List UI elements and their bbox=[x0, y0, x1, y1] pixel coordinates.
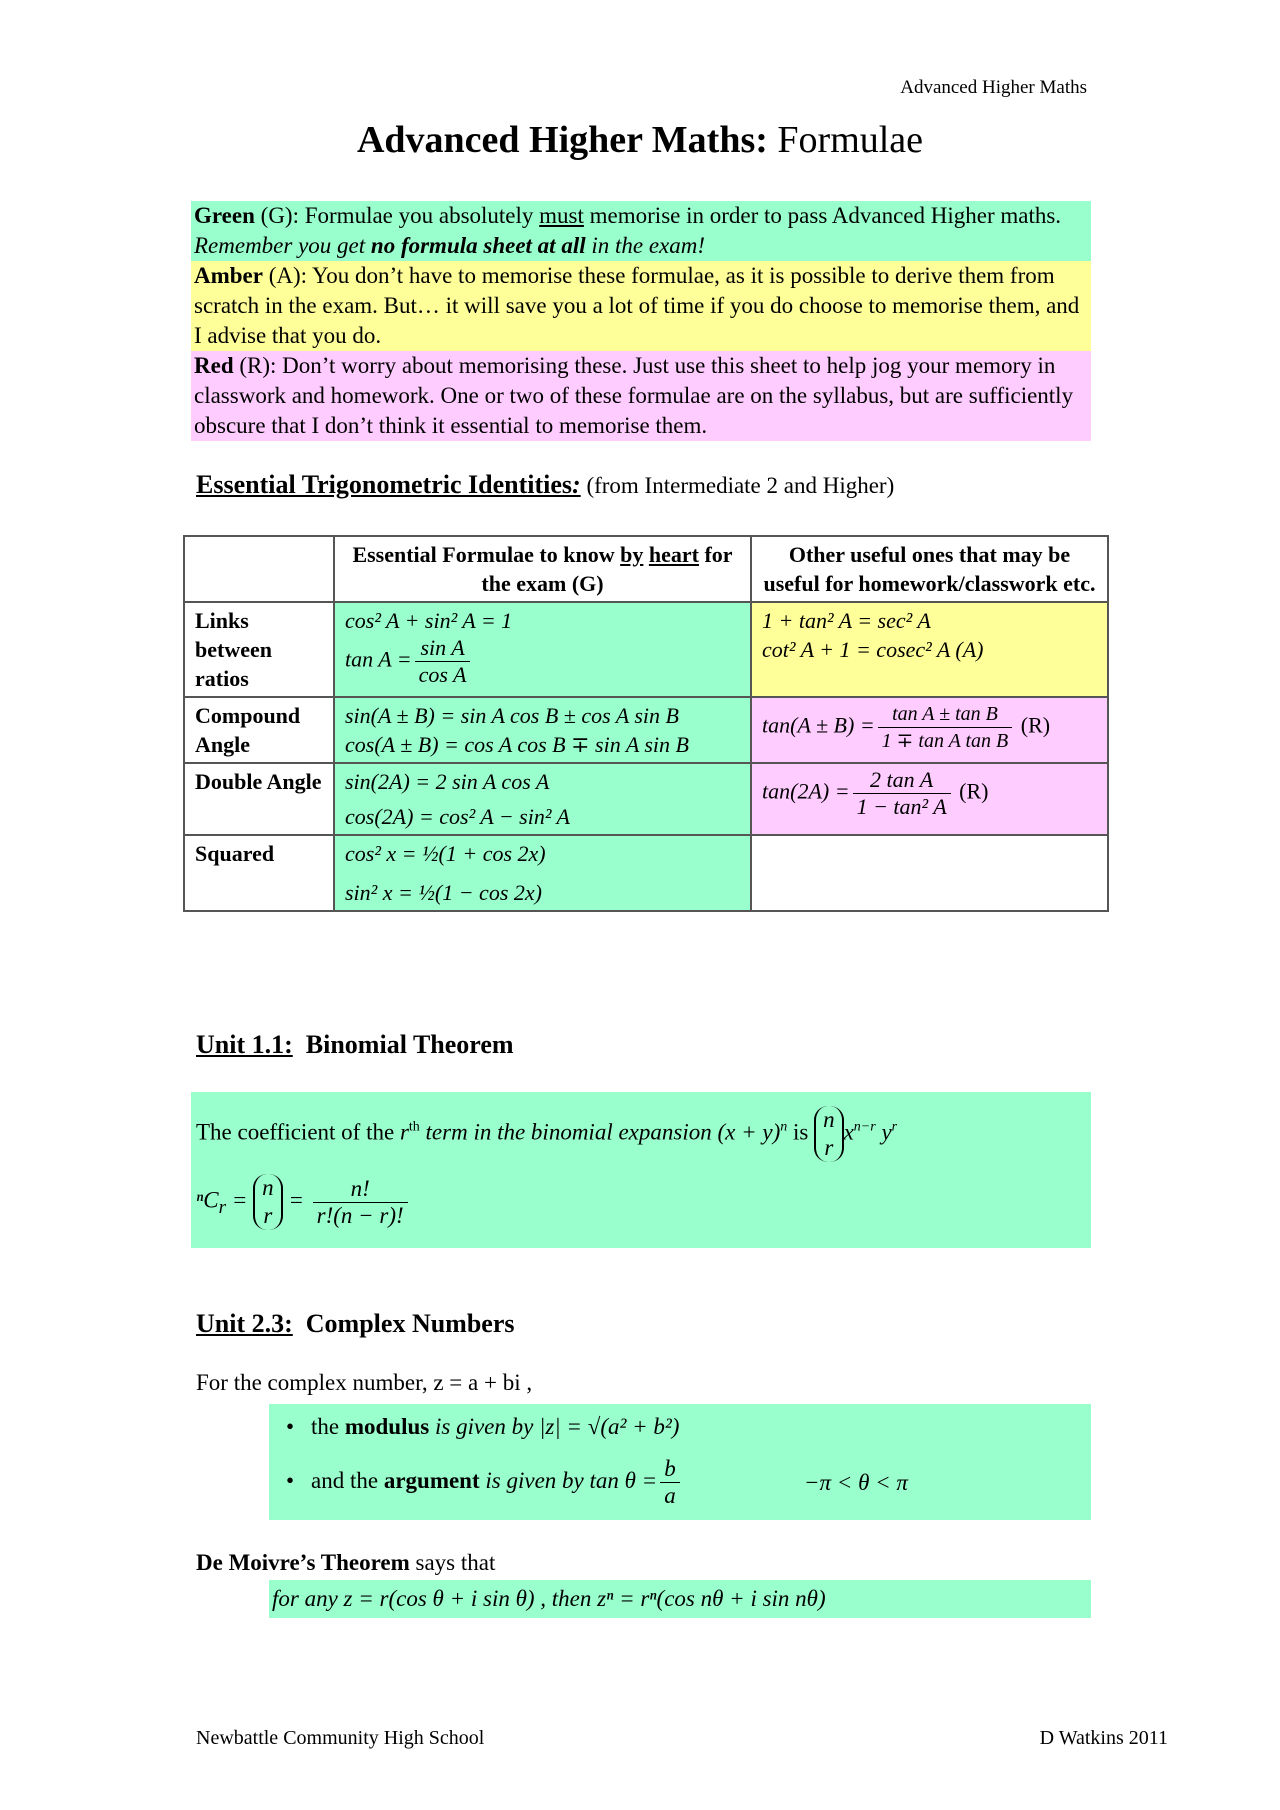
table-row bbox=[184, 763, 1108, 835]
footer-author: D Watkins 2011 bbox=[1039, 1727, 1168, 1749]
formula-cos-compound: cos(A ± B) = cos A cos B ∓ sin A sin B bbox=[345, 732, 689, 757]
binomial-section-heading bbox=[196, 1030, 514, 1060]
bullet-dot: • bbox=[285, 1414, 295, 1439]
colour-legend bbox=[191, 201, 1091, 441]
legend-green-label: Green bbox=[194, 203, 255, 228]
argument-a: and the bbox=[311, 1467, 384, 1493]
page-title bbox=[0, 118, 1280, 162]
formula-sec: 1 + tan² A = sec² A bbox=[762, 608, 931, 633]
tan-double-tag: (R) bbox=[959, 778, 989, 804]
legend-amber bbox=[191, 261, 1091, 351]
ncr-lhs: ⁿC bbox=[196, 1187, 219, 1213]
ncr-fraction bbox=[313, 1176, 408, 1229]
header-essential-heart: heart bbox=[648, 542, 699, 567]
formula-sin-compound: sin(A ± B) = sin A cos B ± cos A sin B bbox=[345, 703, 679, 728]
tan-def-lhs: tan A = bbox=[345, 646, 412, 672]
binomial-line1-a: The coefficient of the bbox=[196, 1119, 400, 1145]
argument-formula: is given by tan θ = bbox=[479, 1467, 658, 1493]
title-rest: Formulae bbox=[767, 119, 924, 161]
tan-compound-den: 1 ∓ tan A tan B bbox=[881, 730, 1009, 752]
demoivre-rest: says that bbox=[409, 1550, 496, 1575]
trig-heading-text: Essential Trigonometric Identities bbox=[196, 470, 573, 499]
legend-amber-label: Amber bbox=[194, 263, 263, 288]
links-other-cell bbox=[751, 602, 1108, 697]
argument-bold: argument bbox=[383, 1467, 480, 1493]
tan-def-den: cos A bbox=[418, 662, 467, 687]
modulus-formula: is given by |z| = √(a² + b²) bbox=[429, 1414, 680, 1439]
legend-green-italic-bold: no formula sheet at all bbox=[370, 233, 586, 258]
demoivre-bold: De Moivre’s Theorem bbox=[196, 1550, 410, 1575]
binomial-heading: Binomial Theorem bbox=[305, 1030, 514, 1059]
header-essential bbox=[334, 536, 751, 602]
table-row bbox=[184, 697, 1108, 763]
binomial-is: is bbox=[787, 1119, 815, 1145]
squared-other-cell bbox=[751, 835, 1108, 911]
legend-green-italic1: Remember you get bbox=[194, 233, 371, 258]
tan-def-fraction bbox=[415, 635, 471, 688]
row-label: Links between ratios bbox=[184, 602, 334, 697]
demoivre-formula: for any z = r(cos θ + i sin θ) , then zⁿ = rⁿ(cos nθ + i sin nθ) bbox=[272, 1586, 826, 1611]
trig-heading-sub: (from Intermediate 2 and Higher) bbox=[580, 473, 895, 498]
ncr-binom bbox=[253, 1174, 283, 1230]
tan-def-num: sin A bbox=[415, 635, 471, 662]
legend-amber-text: (A): You don’t have to memorise these formulae, as it is possible to derive them from scratch in the exam. But… it will save you a lot of time if you do choose to memorise them, and I advise that you do. bbox=[194, 263, 1080, 348]
binomial-coefficient bbox=[814, 1106, 844, 1162]
trig-section-heading bbox=[196, 470, 894, 500]
complex-intro: For the complex number, z = a + bi , bbox=[196, 1370, 533, 1395]
ncr-eq1: = bbox=[231, 1187, 248, 1213]
header-essential-by: by bbox=[620, 542, 644, 567]
ncr-den: r!(n − r)! bbox=[316, 1202, 404, 1228]
binomial-r: r bbox=[399, 1119, 409, 1145]
tan-compound-tag: (R) bbox=[1020, 712, 1051, 738]
formula-pythag: cos² A + sin² A = 1 bbox=[345, 608, 513, 633]
binomial-y-power: r bbox=[891, 1119, 898, 1135]
tan-compound-num: tan A ± tan B bbox=[878, 701, 1013, 728]
row-label: Compound Angle bbox=[184, 697, 334, 763]
formula-tan-def bbox=[345, 635, 740, 688]
legend-green-italic2: in the exam! bbox=[585, 233, 706, 258]
binomial-th: th bbox=[408, 1119, 420, 1135]
header-essential-a: Essential Formulae to know bbox=[352, 542, 621, 567]
legend-red bbox=[191, 351, 1091, 441]
double-other-cell bbox=[751, 763, 1108, 835]
binomial-y: y bbox=[875, 1119, 892, 1145]
formula-cosec: cot² A + 1 = cosec² A (A) bbox=[762, 637, 984, 662]
argument-num: b bbox=[660, 1456, 680, 1483]
title-bold: Advanced Higher Maths: bbox=[356, 119, 768, 161]
argument-fraction bbox=[660, 1456, 680, 1509]
demoivre-box bbox=[269, 1580, 1091, 1618]
ncr-formula bbox=[196, 1174, 411, 1230]
binomial-expansion: term in the binomial expansion (x + y) bbox=[419, 1119, 781, 1145]
header-empty-cell bbox=[184, 536, 334, 602]
demoivre-intro bbox=[196, 1550, 495, 1576]
ncr-binom-bottom: r bbox=[263, 1203, 273, 1228]
binomial-line1 bbox=[196, 1106, 897, 1162]
compound-essential-cell bbox=[334, 697, 751, 763]
formula-sin-squared: sin² x = ½(1 − cos 2x) bbox=[345, 880, 542, 905]
legend-red-text: (R): Don’t worry about memorising these. Just use this sheet to help jog your memory in classwork and homework. One or two of these formulae are on the syllabus, but are sufficiently obscure that I don’t think it essential to memorise them. bbox=[194, 353, 1074, 438]
ncr-binom-top: n bbox=[262, 1175, 274, 1200]
bullet-dot: • bbox=[285, 1467, 295, 1493]
binomial-x-power: n−r bbox=[853, 1119, 876, 1135]
table-header-row bbox=[184, 536, 1108, 602]
table-row bbox=[184, 602, 1108, 697]
footer-school: Newbattle Community High School bbox=[196, 1727, 485, 1749]
formula-sin-double: sin(2A) = 2 sin A cos A bbox=[345, 769, 550, 794]
formula-cos-squared: cos² x = ½(1 + cos 2x) bbox=[345, 841, 546, 866]
binom-bottom: r bbox=[824, 1135, 834, 1160]
complex-heading: Complex Numbers bbox=[305, 1309, 515, 1338]
tan-double-den: 1 − tan² A bbox=[856, 794, 947, 819]
trig-identities-table bbox=[183, 535, 1109, 912]
trig-heading-colon: : bbox=[572, 470, 581, 499]
row-label: Double Angle bbox=[184, 763, 334, 835]
legend-red-label: Red bbox=[194, 353, 234, 378]
binom-top: n bbox=[823, 1107, 835, 1132]
ncr-eq2: = bbox=[288, 1187, 304, 1213]
binomial-unit: Unit 1.1: bbox=[196, 1030, 293, 1059]
row-label: Squared bbox=[184, 835, 334, 911]
table-row bbox=[184, 835, 1108, 911]
complex-modulus-argument-box bbox=[269, 1404, 1091, 1520]
binomial-power-n: n bbox=[780, 1119, 788, 1135]
binomial-box bbox=[191, 1092, 1091, 1248]
legend-green-text: (G): Formulae you absolutely bbox=[254, 203, 540, 228]
tan-compound-lhs: tan(A ± B) = bbox=[762, 712, 875, 738]
links-essential-cell bbox=[334, 602, 751, 697]
page-header: Advanced Higher Maths bbox=[900, 77, 1087, 98]
squared-essential-cell bbox=[334, 835, 751, 911]
modulus-a: the bbox=[311, 1414, 345, 1439]
tan-double-lhs: tan(2A) = bbox=[762, 778, 850, 804]
bullet-modulus bbox=[269, 1414, 679, 1440]
tan-compound-fraction bbox=[878, 701, 1013, 754]
binomial-x: x bbox=[843, 1119, 854, 1145]
argument-range: −π < θ < π bbox=[804, 1470, 908, 1495]
formula-cos-double: cos(2A) = cos² A − sin² A bbox=[345, 804, 570, 829]
argument-den: a bbox=[664, 1483, 676, 1508]
legend-green-text2: memorise in order to pass Advanced Higher maths. bbox=[583, 203, 1062, 228]
compound-other-cell bbox=[751, 697, 1108, 763]
complex-section-heading bbox=[196, 1309, 515, 1339]
complex-unit: Unit 2.3: bbox=[196, 1309, 293, 1338]
tan-double-fraction bbox=[853, 767, 951, 820]
modulus-bold: modulus bbox=[344, 1414, 430, 1439]
ncr-sub: r bbox=[218, 1196, 227, 1218]
double-essential-cell bbox=[334, 763, 751, 835]
header-essential-b: for the exam (G) bbox=[481, 542, 733, 596]
legend-green-must: must bbox=[539, 203, 584, 228]
ncr-num: n! bbox=[313, 1176, 408, 1203]
tan-double-num: 2 tan A bbox=[853, 767, 951, 794]
bullet-argument bbox=[269, 1456, 1091, 1509]
legend-green bbox=[191, 201, 1091, 261]
header-other: Other useful ones that may be useful for homework/classwork etc. bbox=[751, 536, 1108, 602]
